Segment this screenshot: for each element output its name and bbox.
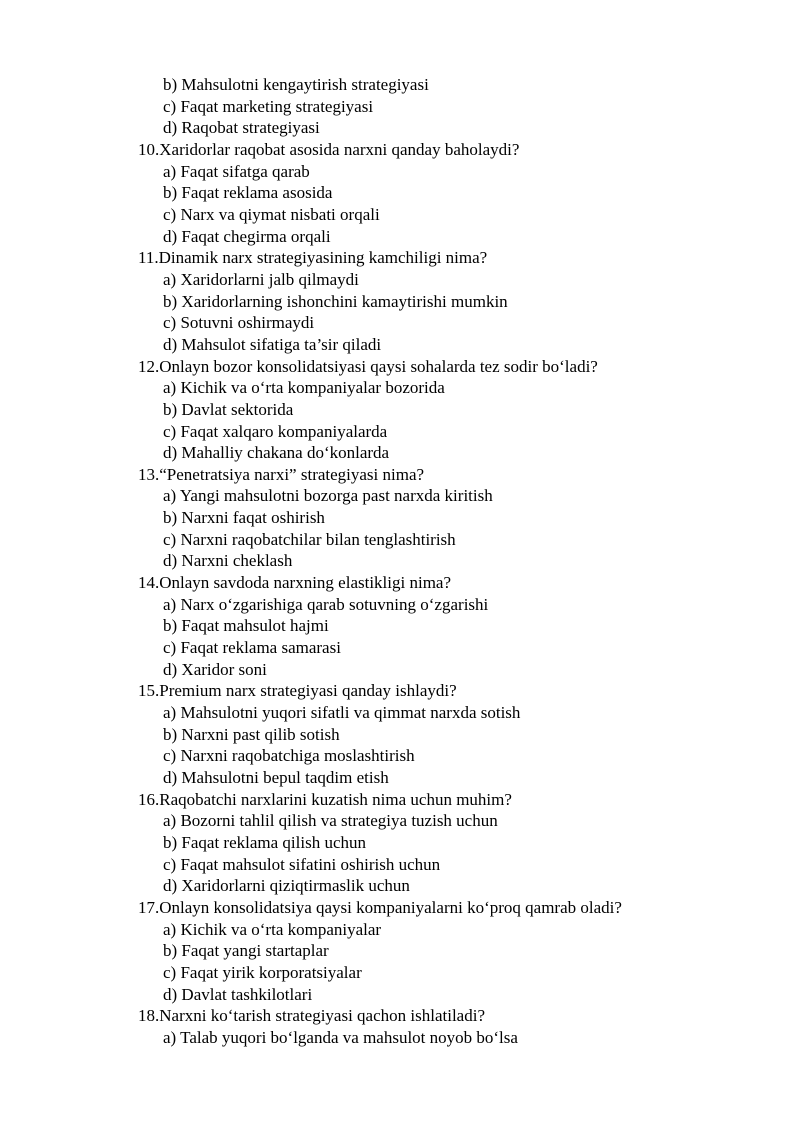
- answer-option: c) Sotuvni oshirmaydi: [163, 313, 315, 333]
- question-number: 15.: [138, 681, 160, 701]
- question-number: 10.: [138, 139, 160, 159]
- question-text: Onlayn konsolidatsiya qaysi kompaniyalarni ko‘proq qamrab oladi?: [159, 897, 622, 917]
- answer-option: b) Mahsulotni kengaytirish strategiyasi: [163, 75, 429, 94]
- question-number: 14.: [138, 573, 160, 593]
- answer-option: c) Narxni raqobatchiga moslashtirish: [163, 746, 415, 766]
- answer-option: d) Mahsulot sifatiga ta’sir qiladi: [163, 334, 382, 354]
- question-list: [138, 74, 778, 1049]
- answer-option: d) Xaridor soni: [163, 659, 267, 679]
- question-number: 13.: [138, 464, 160, 484]
- question-line: [138, 464, 778, 486]
- answer-option: a) Kichik va o‘rta kompaniyalar bozorida: [163, 378, 445, 398]
- question-number: 18.: [138, 1006, 160, 1026]
- answer-option: b) Narxni past qilib sotish: [163, 724, 340, 744]
- question-text: Dinamik narx strategiyasining kamchiligi nima?: [158, 248, 488, 268]
- question-number: 16.: [138, 789, 160, 809]
- question-line: [138, 572, 778, 594]
- question-line: [138, 680, 778, 702]
- answer-option: b) Faqat reklama asosida: [163, 183, 333, 203]
- answer-option: d) Davlat tashkilotlari: [163, 984, 313, 1004]
- question-line: [138, 247, 778, 269]
- answer-option: c) Faqat mahsulot sifatini oshirish uchun: [163, 854, 441, 874]
- question-line: [138, 139, 778, 161]
- answer-option: b) Faqat mahsulot hajmi: [163, 616, 329, 636]
- question-text: Onlayn savdoda narxning elastikligi nima?: [159, 573, 452, 593]
- answer-option: b) Faqat reklama qilish uchun: [163, 832, 367, 852]
- answer-option: a) Xaridorlarni jalb qilmaydi: [163, 269, 359, 289]
- question-line: [138, 789, 778, 811]
- answer-option: a) Yangi mahsulotni bozorga past narxda kiritish: [163, 486, 493, 506]
- question-text: Onlayn bozor konsolidatsiyasi qaysi sohalarda tez sodir bo‘ladi?: [159, 356, 598, 376]
- question-text: Narxni ko‘tarish strategiyasi qachon ishlatiladi?: [159, 1006, 485, 1026]
- answer-option: d) Xaridorlarni qiziqtirmaslik uchun: [163, 876, 410, 896]
- answer-option: d) Raqobat strategiyasi: [163, 118, 320, 138]
- answer-option: a) Mahsulotni yuqori sifatli va qimmat narxda sotish: [163, 703, 521, 723]
- question-line: [138, 1005, 778, 1027]
- answer-option: a) Narx o‘zgarishiga qarab sotuvning o‘zgarishi: [163, 594, 489, 614]
- answer-option: d) Narxni cheklash: [163, 551, 293, 571]
- answer-option: b) Faqat yangi startaplar: [163, 941, 329, 961]
- answer-option: d) Mahalliy chakana do‘konlarda: [163, 443, 390, 463]
- answer-option: a) Faqat sifatga qarab: [163, 161, 310, 181]
- question-number: 11.: [138, 248, 159, 268]
- question-number: 12.: [138, 356, 160, 376]
- answer-option: a) Talab yuqori bo‘lganda va mahsulot noyob bo‘lsa: [163, 1027, 518, 1047]
- answer-option: a) Kichik va o‘rta kompaniyalar: [163, 919, 382, 939]
- answer-option: b) Narxni faqat oshirish: [163, 508, 325, 528]
- answer-option: c) Narxni raqobatchilar bilan tenglashtirish: [163, 529, 456, 549]
- answer-option: a) Bozorni tahlil qilish va strategiya tuzish uchun: [163, 811, 498, 831]
- answer-option: b) Davlat sektorida: [163, 399, 294, 419]
- answer-option: c) Narx va qiymat nisbati orqali: [163, 204, 380, 224]
- question-text: Xaridorlar raqobat asosida narxni qanday baholaydi?: [159, 139, 520, 159]
- question-line: [138, 897, 778, 919]
- answer-option: d) Mahsulotni bepul taqdim etish: [163, 768, 389, 787]
- answer-option: b) Xaridorlarning ishonchini kamaytirishi mumkin: [163, 291, 508, 311]
- answer-option: c) Faqat reklama samarasi: [163, 638, 341, 658]
- question-text: Premium narx strategiyasi qanday ishlaydi?: [159, 681, 457, 701]
- answer-option: c) Faqat marketing strategiyasi: [163, 96, 374, 116]
- question-number: 17.: [138, 897, 160, 917]
- answer-option: c) Faqat yirik korporatsiyalar: [163, 962, 362, 982]
- answer-option: c) Faqat xalqaro kompaniyalarda: [163, 421, 388, 441]
- question-text: Raqobatchi narxlarini kuzatish nima uchun muhim?: [159, 789, 512, 809]
- question-line: [138, 356, 778, 378]
- answer-option: d) Faqat chegirma orqali: [163, 226, 331, 246]
- question-text: “Penetratsiya narxi” strategiyasi nima?: [159, 464, 425, 484]
